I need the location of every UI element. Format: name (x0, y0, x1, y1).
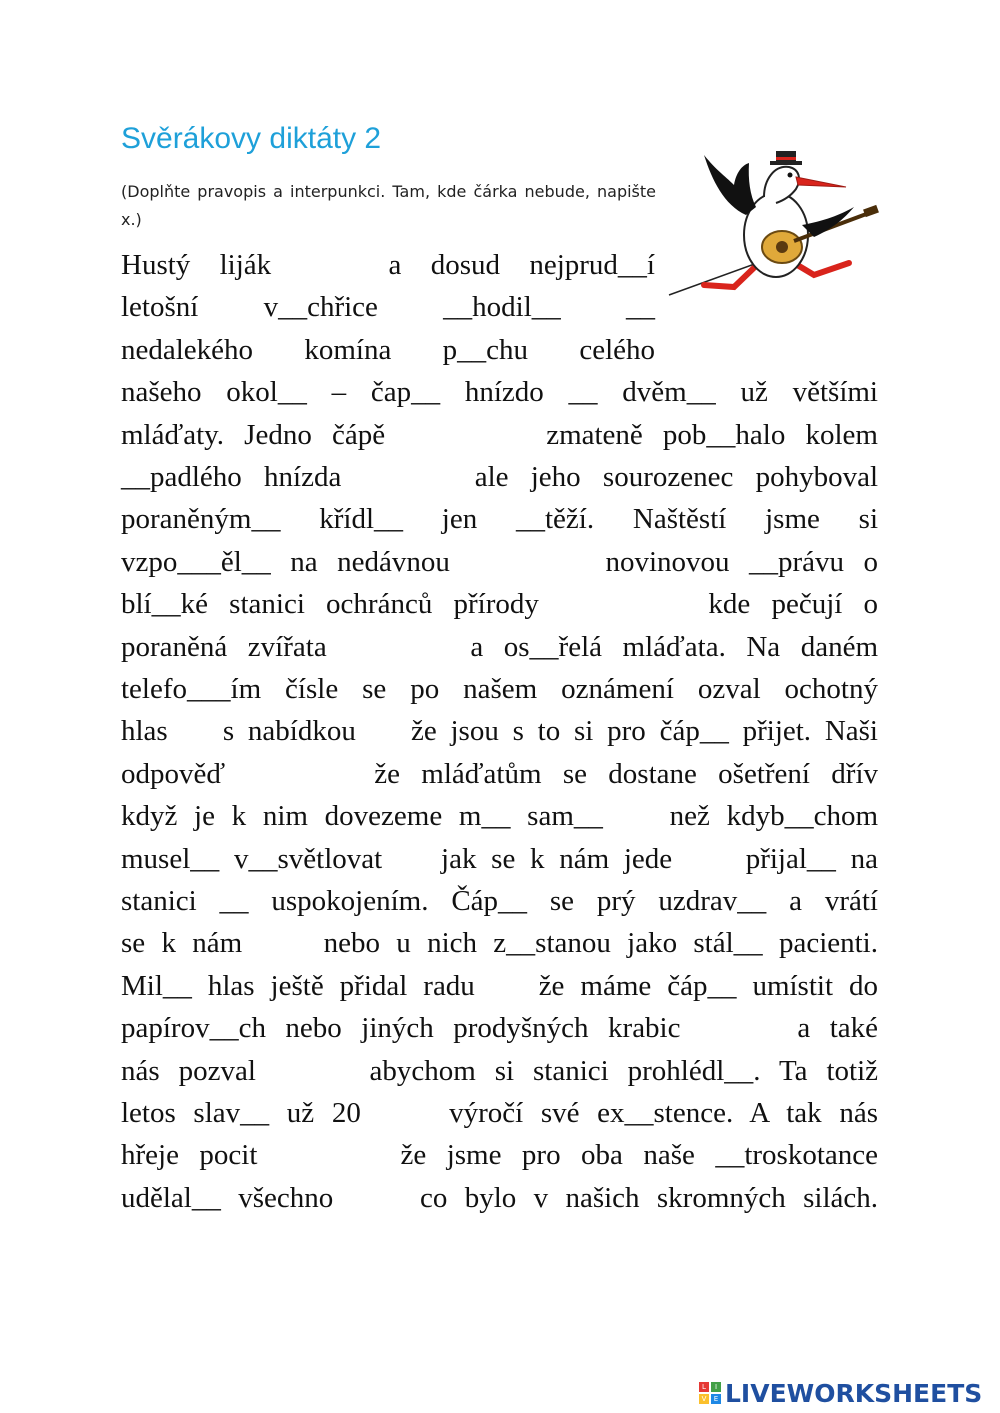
text-line: poraněným__ křídl__ jen __těží. Naštěstí jsme si (121, 503, 878, 536)
text-line: mláďaty. Jedno čápě zmateně pob__halo kolem (121, 418, 878, 451)
text-line: se k nám nebo u nich z__stanou jako stál__ pacienti. (121, 927, 878, 960)
text-line: hlas s nabídkou že jsou s to si pro čáp__ přijet. Naši (121, 715, 878, 748)
logo-text: LIVEWORKSHEETS (725, 1378, 983, 1408)
text-line: Mil__ hlas ještě přidal radu že máme čáp__ umístit do (121, 969, 878, 1002)
text-line: nedalekého komína p__chu celého (121, 333, 655, 366)
text-line: musel__ v__světlovat jak se k nám jede přijal__ na (121, 842, 878, 875)
logo-badge-letter: V (699, 1394, 709, 1404)
text-line: poraněná zvířata a os__řelá mláďata. Na daném (121, 630, 878, 663)
logo-badge (699, 1382, 721, 1404)
text-line: vzpo___ěl__ na nedávnou novinovou __právu o (121, 545, 878, 578)
text-line: letošní v__chřice __hodil__ __ (121, 291, 655, 324)
text-line: udělal__ všechno co bylo v našich skromných silách. (121, 1181, 878, 1214)
stork-guitar-illustration (664, 145, 884, 310)
logo-badge-letter: E (711, 1394, 721, 1404)
worksheet-title: Svěrákovy diktáty 2 (121, 122, 382, 155)
text-line: letos slav__ už 20 výročí své ex__stence. A tak nás (121, 1097, 878, 1129)
instruction-text: (Doplňte pravopis a interpunkci. Tam, kde čárka nebude, napište x.) (121, 182, 656, 229)
text-line: telefo___ím čísle se po našem oznámení ozval ochotný (121, 673, 878, 705)
text-line: __padlého hnízda ale jeho sourozenec pohyboval (121, 461, 878, 493)
text-line: papírov__ch nebo jiných prodyšných krabic a také (121, 1012, 878, 1045)
logo-badge-letter: L (699, 1382, 709, 1392)
text-line: stanici __ uspokojením. Čáp__ se prý uzdrav__ a vrátí (121, 885, 878, 917)
liveworksheets-logo (699, 1378, 982, 1408)
text-line: když je k nim dovezeme m__ sam__ než kdyb__chom (121, 800, 878, 833)
logo-badge-letter: I (711, 1382, 721, 1392)
text-line: blí__ké stanici ochránců přírody kde pečují o (121, 588, 878, 621)
text-line: odpověď že mláďatům se dostane ošetření dřív (121, 757, 878, 790)
text-line: nás pozval abychom si stanici prohlédl__. Ta totiž (121, 1054, 878, 1087)
text-line: Hustý liják a dosud nejprud__í (121, 249, 655, 281)
text-line: hřeje pocit že jsme pro oba naše __troskotance (121, 1139, 878, 1172)
text-line: našeho okol__ – čap__ hnízdo __ dvěm__ už většími (121, 376, 878, 409)
